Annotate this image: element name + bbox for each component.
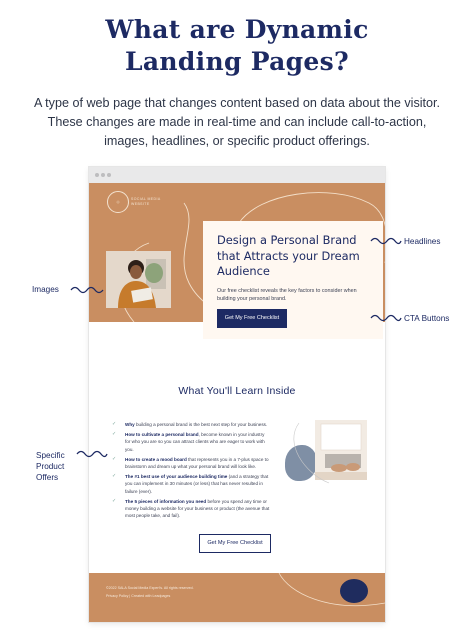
landing-page-mockup bbox=[89, 167, 385, 622]
squiggle-icon bbox=[76, 449, 108, 459]
list-item: ✓ The #1 best use of your audience building time (and a strategy that you can implement in 30 minutes (or less) that has never resulted in failure (ever). bbox=[112, 473, 269, 494]
browser-dot-icon bbox=[101, 173, 105, 177]
hero-photo bbox=[106, 251, 171, 308]
check-icon: ✓ bbox=[112, 421, 117, 427]
page-title bbox=[0, 14, 474, 78]
logo-text: SOCIAL MEDIA WEBSITE bbox=[131, 197, 161, 206]
hero-card bbox=[203, 221, 383, 339]
annotation-images: Images bbox=[32, 285, 59, 294]
woman-reading-icon bbox=[106, 251, 171, 308]
title-line-1: What are Dynamic bbox=[105, 15, 369, 44]
annotation-cta-buttons: CTA Buttons bbox=[404, 314, 450, 323]
hero-headline: Design a Personal Brand that Attracts your Dream Audience bbox=[217, 233, 360, 278]
learn-heading: What You'll Learn Inside bbox=[178, 385, 296, 397]
title-line-2: Landing Pages? bbox=[125, 47, 349, 76]
list-item: ✓ Why building a personal brand is the best next step for your business. bbox=[112, 421, 268, 427]
page-subtitle: A type of web page that changes content based on data about the visitor. These changes are made in real-time and can include call-to-action, images, headlines, or specific product offerings. bbox=[33, 96, 441, 148]
browser-chrome bbox=[89, 167, 385, 183]
browser-dot-icon bbox=[95, 173, 99, 177]
check-icon: ✓ bbox=[112, 497, 117, 504]
hero-cta-button[interactable]: Get My Free Checklist bbox=[217, 309, 287, 328]
check-icon: ✓ bbox=[112, 455, 117, 462]
list-item: ✓ How to create a mood board that represents you in a 7-plus space to brainstorm and dream up what your personal brand will look like. bbox=[112, 455, 269, 470]
list-item: ✓ How to cultivate a personal brand, become known in your industry for who you are so you can attract clients who are eager to work with you. bbox=[112, 431, 265, 452]
list-item: ✓ The 5 pieces of information you need before you spend any time or money building a website for your business or product (the avenue that most people take, and fail). bbox=[112, 497, 270, 519]
logo-icon: ◎ bbox=[107, 191, 129, 213]
squiggle-icon bbox=[70, 285, 106, 295]
footer bbox=[89, 573, 385, 622]
secondary-cta-button[interactable]: Get My Free Checklist bbox=[199, 534, 271, 553]
footer-copyright: ©2022 SALA Social Media Expert's. All rights reserved. bbox=[106, 586, 194, 590]
hero-description: Our free checklist reveals the key factors to consider when building your personal brand. bbox=[217, 288, 357, 302]
squiggle-icon bbox=[370, 236, 402, 246]
footer-links[interactable]: Privacy Policy | Created with Leadpages bbox=[106, 594, 171, 598]
annotation-headlines: Headlines bbox=[404, 237, 441, 246]
browser-dot-icon bbox=[107, 173, 111, 177]
check-icon: ✓ bbox=[112, 431, 117, 438]
squiggle-icon bbox=[370, 313, 402, 323]
check-icon: ✓ bbox=[112, 473, 117, 480]
decorative-line-middle bbox=[89, 413, 385, 493]
annotation-product-offers: Specific Product Offers bbox=[36, 451, 65, 482]
